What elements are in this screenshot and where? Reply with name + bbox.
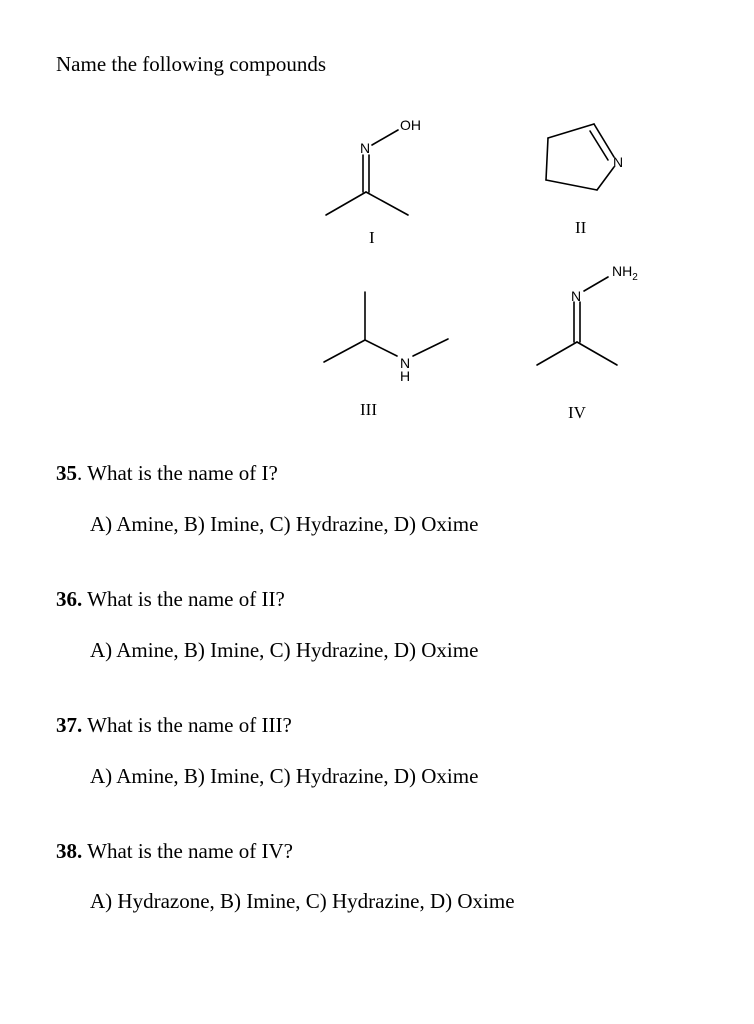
structure-label-II: II — [575, 218, 587, 237]
structure-label-IV: IV — [568, 403, 586, 422]
bond — [584, 277, 608, 291]
structure-IV — [537, 263, 638, 422]
bond — [366, 192, 408, 215]
atom-n: N — [400, 355, 411, 371]
question-35 — [56, 461, 278, 486]
structure-II — [546, 124, 623, 237]
atom-oh: OH — [400, 117, 421, 133]
bond — [324, 340, 365, 362]
atom-nh2: $NH_2$ — [612, 263, 638, 283]
question-number: 38. — [56, 839, 83, 863]
options-38: A) Hydrazone, B) Imine, C) Hydrazine, D) Oxime — [90, 889, 515, 913]
atom-n: N — [571, 288, 582, 304]
bond — [546, 180, 597, 190]
question-text: What is the name of I? — [82, 461, 278, 485]
structure-label-I: I — [369, 228, 375, 247]
bond — [413, 339, 448, 356]
atom-n: N — [613, 154, 624, 170]
options-37: A) Amine, B) Imine, C) Hydrazine, D) Oxime — [90, 764, 479, 788]
structure-label-III: III — [360, 400, 377, 419]
question-36 — [56, 587, 285, 612]
question-text: What is the name of IV? — [82, 839, 293, 863]
bond — [537, 342, 577, 365]
options-35: A) Amine, B) Imine, C) Hydrazine, D) Oxime — [90, 512, 479, 536]
atom-h: H — [400, 368, 411, 384]
question-38 — [56, 839, 293, 864]
double-bond-line — [590, 131, 608, 160]
question-number: 36. — [56, 587, 83, 611]
question-text: What is the name of III? — [82, 713, 292, 737]
bond — [597, 167, 614, 190]
question-dot: . — [77, 461, 83, 485]
question-number: 35 — [56, 461, 77, 485]
bond — [365, 340, 397, 356]
chemical-structures — [0, 0, 754, 440]
question-text: What is the name of II? — [82, 587, 285, 611]
question-number: 37. — [56, 713, 83, 737]
options-36: A) Amine, B) Imine, C) Hydrazine, D) Oxime — [90, 638, 479, 662]
question-37 — [56, 713, 292, 738]
atom-n: N — [360, 140, 371, 156]
bond — [548, 124, 594, 138]
bond — [372, 130, 398, 145]
structure-III — [324, 292, 448, 419]
bond — [546, 138, 548, 180]
bond — [577, 342, 617, 365]
page-heading: Name the following compounds — [56, 52, 327, 76]
structure-I — [326, 117, 421, 247]
bond — [326, 192, 366, 215]
